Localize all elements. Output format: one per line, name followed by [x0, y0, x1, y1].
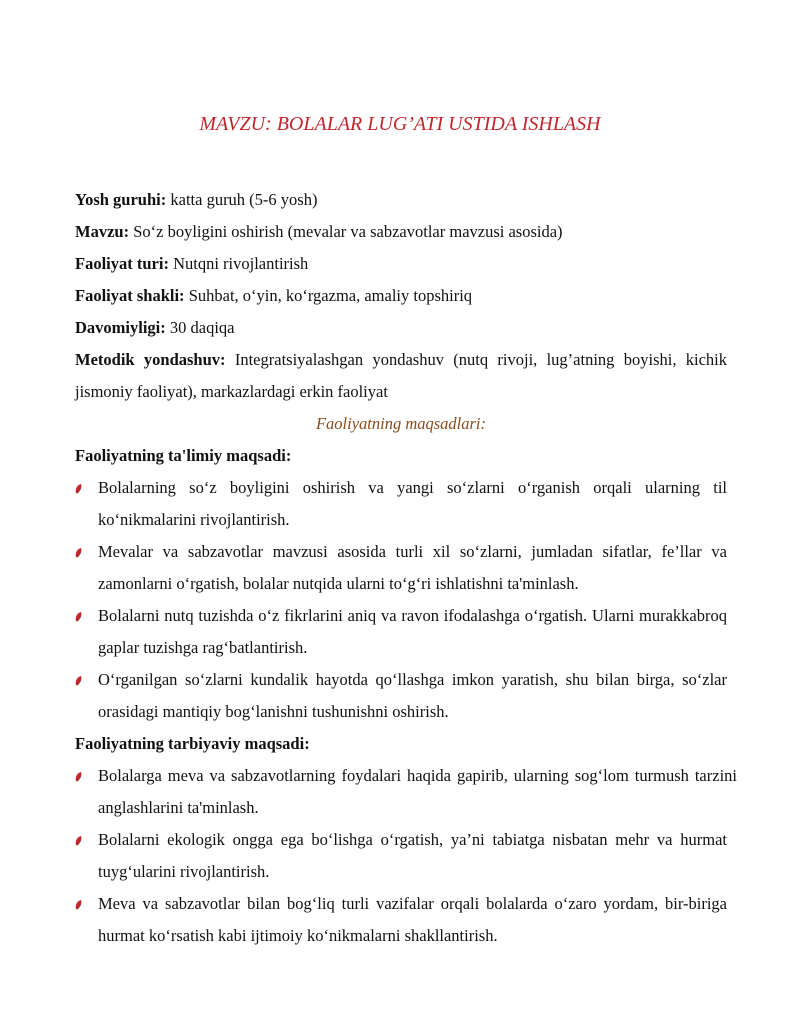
- list-item: [75, 760, 737, 824]
- educational-goal-heading: Faoliyatning ta'limiy maqsadi:: [75, 446, 292, 465]
- leaf-bullet-icon: [75, 900, 82, 910]
- info-label: Mavzu:: [75, 222, 130, 241]
- list-item: [75, 472, 727, 536]
- list-item: [75, 824, 727, 888]
- leaf-bullet-icon: [75, 772, 82, 782]
- info-label: Yosh guruhi:: [75, 190, 167, 209]
- info-label: Faoliyat turi:: [75, 254, 169, 273]
- upbringing-goal-list: [75, 760, 737, 952]
- upbringing-goal-heading: Faoliyatning tarbiyaviy maqsadi:: [75, 734, 310, 753]
- list-item-text: Mevalar va sabzavotlar mavzusi asosida turli xil so‘zlarni, jumladan sifatlar, fe’llar va zamonlarni o‘rgatish, bolalar nutqida ularni to‘g‘ri ishlatishni ta'minlash.: [98, 542, 727, 593]
- info-value: Nutqni rivojlantirish: [168, 254, 309, 273]
- list-item: [75, 600, 727, 664]
- list-item-text: O‘rganilgan so‘zlarni kundalik hayotda qo‘llashga imkon yaratish, shu bilan birga, so‘zlar orasidagi mantiqiy bog‘lanishni tushunishni oshirish.: [98, 670, 727, 721]
- list-item-text: Bolalarning so‘z boyligini oshirish va yangi so‘zlarni o‘rganish orqali ularning til ko‘nikmalarini rivojlantirish.: [98, 478, 727, 529]
- leaf-bullet-icon: [75, 484, 82, 494]
- info-value: katta guruh (5-6 yosh): [166, 190, 318, 209]
- document-body: [75, 184, 737, 952]
- document-title: MAVZU: BOLALAR LUG’ATI USTIDA ISHLASH: [199, 113, 601, 135]
- info-topic: [75, 216, 727, 248]
- info-activity-type: [75, 248, 727, 280]
- list-item-text: Bolalarga meva va sabzavotlarning foydalari haqida gapirib, ularning sog‘lom turmush tarzini anglashlarini ta'minlash.: [98, 766, 737, 817]
- leaf-bullet-icon: [75, 676, 82, 686]
- list-item-text: Bolalarni nutq tuzishda o‘z fikrlarini aniq va ravon ifodalashga o‘rgatish. Ularni murakkabroq gaplar tuzishga rag‘batlantirish.: [98, 606, 727, 657]
- educational-goal-list: [75, 472, 727, 728]
- info-method: [75, 344, 727, 408]
- info-value: 30 daqiqa: [165, 318, 235, 337]
- info-activity-form: [75, 280, 727, 312]
- list-item: [75, 664, 727, 728]
- leaf-bullet-icon: [75, 836, 82, 846]
- list-item-text: Meva va sabzavotlar bilan bog‘liq turli vazifalar orqali bolalarda o‘zaro yordam, bir-biriga hurmat ko‘rsatish kabi ijtimoiy ko‘nikmalarni shakllantirish.: [98, 894, 727, 945]
- goals-heading: Faoliyatning maqsadlari:: [315, 414, 487, 433]
- info-duration: [75, 312, 727, 344]
- leaf-bullet-icon: [75, 612, 82, 622]
- info-label: Faoliyat shakli:: [75, 286, 185, 305]
- leaf-bullet-icon: [75, 548, 82, 558]
- info-label: Davomiyligi:: [75, 318, 166, 337]
- info-label: Metodik yondashuv:: [75, 350, 226, 369]
- info-value: Integratsiyalashgan yondashuv (nutq rivoji, lug’atning boyishi, kichik jismoniy faoliyat), markazlardagi erkin faoliyat: [75, 350, 728, 401]
- list-item: [75, 536, 727, 600]
- info-value: So‘z boyligini oshirish (mevalar va sabzavotlar mavzusi asosida): [129, 222, 563, 241]
- list-item: [75, 888, 727, 952]
- info-age-group: [75, 184, 727, 216]
- list-item-text: Bolalarni ekologik ongga ega bo‘lishga o‘rgatish, ya’ni tabiatga nisbatan mehr va hurmat tuyg‘ularini rivojlantirish.: [98, 830, 727, 881]
- info-value: Suhbat, o‘yin, ko‘rgazma, amaliy topshiriq: [184, 286, 473, 305]
